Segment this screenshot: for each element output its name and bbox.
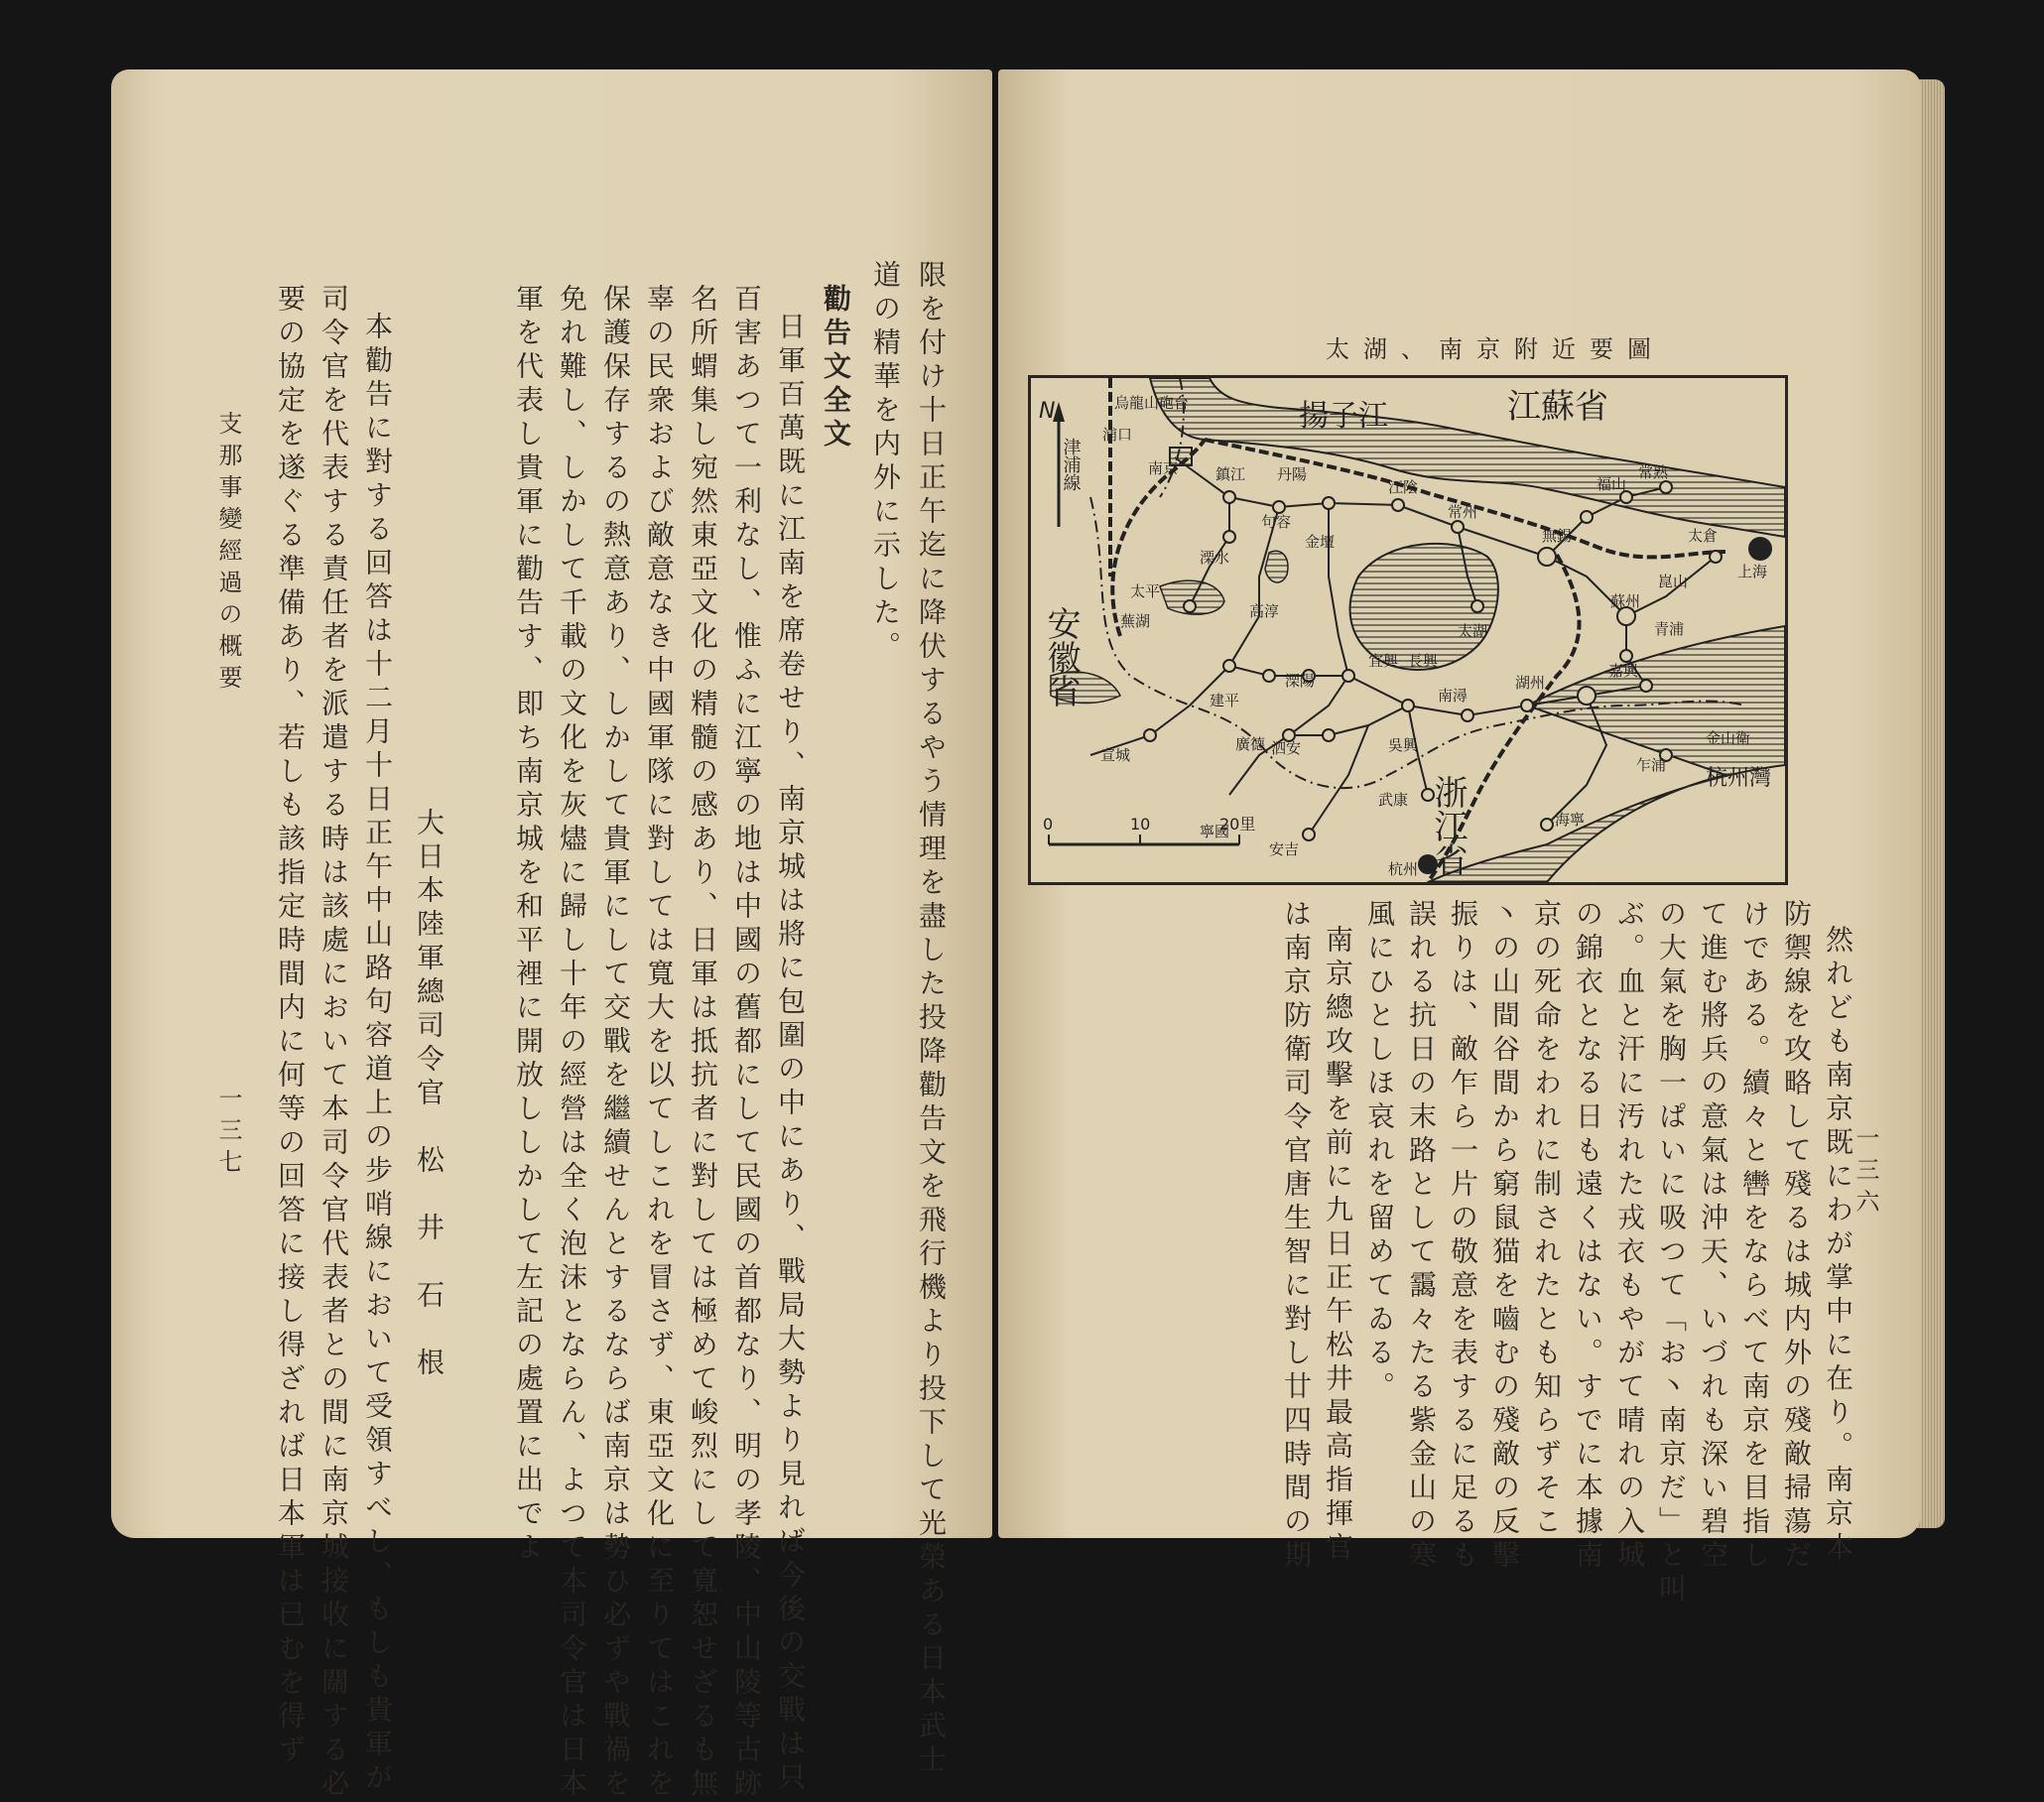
svg-text:廣德: 廣德 xyxy=(1235,735,1266,753)
hangzhou-bay xyxy=(1428,626,1785,882)
page-edges xyxy=(1917,79,1945,1528)
text-line: は南京防衛司令官唐生智に對し廿四時間の期 xyxy=(1280,899,1313,1574)
text-line: 要の協定を遂ぐる準備あり、若しも該指定時間内に何等の回答に接し得ざれば日本軍は已むを得ず xyxy=(274,284,307,1768)
svg-text:海寧: 海寧 xyxy=(1555,811,1586,829)
text-line: 南京總攻擊を前に九日正午松井最高指揮官 xyxy=(1322,925,1354,1566)
svg-text:烏龍山砲台: 烏龍山砲台 xyxy=(1114,394,1190,412)
text-line: 辜の民衆および敵意なき中國軍隊に對しては寬大を以てしこれを冒さず、東亞文化に至りてはこれを xyxy=(643,284,676,1802)
text-line: 免れ難し、しかして千載の文化を灰燼に歸し十年の經營は全く泡沫とならん、よつて本司令官は日本 xyxy=(556,284,588,1802)
svg-text:太倉: 太倉 xyxy=(1688,527,1719,545)
text-line: けである。續々と轡をならべて南京を目指し xyxy=(1738,899,1771,1574)
svg-text:鎮江: 鎮江 xyxy=(1215,465,1246,483)
svg-text:金壇: 金壇 xyxy=(1305,533,1336,551)
text-line: ぶ。血と汗に汚れた戎衣もやがて晴れの入城 xyxy=(1613,899,1646,1574)
svg-text:丹陽: 丹陽 xyxy=(1277,465,1308,483)
bay-label: 杭州灣 xyxy=(1706,766,1772,791)
text-line: 振りは、敵乍ら一片の敬意を表するに足るも xyxy=(1447,899,1479,1574)
svg-text:句容: 句容 xyxy=(1261,513,1292,531)
text-line: 丶の山間谷間から窮鼠猫を嚙むの殘敵の反擊 xyxy=(1488,899,1521,1574)
svg-text:太湖: 太湖 xyxy=(1458,622,1488,640)
svg-text:崑山: 崑山 xyxy=(1658,573,1689,590)
province-label: 浙江省 xyxy=(1428,775,1468,876)
right-page xyxy=(998,69,1921,1608)
text-line: て進む將兵の意氣は沖天、いづれも深い碧空 xyxy=(1697,899,1729,1574)
svg-text:長興: 長興 xyxy=(1408,652,1439,670)
svg-text:溧水: 溧水 xyxy=(1200,549,1230,567)
svg-text:寧國: 寧國 xyxy=(1200,823,1230,840)
text-line: 司令官を代表する責任者を派遣する時は該處において本司令官代表者との間に南京城接收に關する必 xyxy=(318,284,350,1802)
left-page xyxy=(111,69,992,1802)
svg-text:宣城: 宣城 xyxy=(1100,746,1131,764)
text-line: 軍を代表し貴軍に勸告す、即ち南京城を和平裡に開放ししかして左記の處置に出でよ xyxy=(512,284,545,1566)
svg-text:乍浦: 乍浦 xyxy=(1636,756,1667,774)
river-label: 揚子江 xyxy=(1299,399,1388,434)
province-label: 安徽省 xyxy=(1041,606,1081,708)
svg-text:南京: 南京 xyxy=(1148,459,1179,477)
province-label: 江蘇省 xyxy=(1507,387,1608,427)
svg-text:金山衛: 金山衛 xyxy=(1706,729,1751,747)
svg-text:武康: 武康 xyxy=(1378,791,1409,809)
text-line: の大氣を胸一ぱいに吸つて「お丶南京だ」と叫 xyxy=(1655,899,1688,1608)
text-line: 京の死命をわれに制されたとも知らずそこ xyxy=(1530,899,1563,1540)
svg-text:宜興: 宜興 xyxy=(1368,652,1399,670)
svg-text:福山: 福山 xyxy=(1597,475,1627,493)
svg-text:浦口: 浦口 xyxy=(1102,426,1133,444)
text-line: 道の精華を内外に示した。 xyxy=(869,260,902,665)
open-book xyxy=(111,69,1949,1802)
map-title: 太湖、南京附近要圖 xyxy=(1326,335,1665,363)
svg-text:建平: 建平 xyxy=(1210,692,1240,709)
section-heading: 勸告文全文 xyxy=(820,284,852,452)
text-line: 然れども南京既にわが掌中に在り。南京本 xyxy=(1822,925,1854,1566)
svg-text:常熟: 常熟 xyxy=(1638,463,1669,481)
svg-text:0: 0 xyxy=(1043,815,1054,834)
svg-text:泗安: 泗安 xyxy=(1271,739,1302,757)
svg-text:20里: 20里 xyxy=(1219,815,1256,834)
svg-text:高淳: 高淳 xyxy=(1249,602,1280,620)
svg-text:吳興: 吳興 xyxy=(1388,736,1419,754)
signature-line: 大日本陸軍總司令官 松 井 石 根 xyxy=(413,808,446,1381)
text-line: の錦衣となる日も遠くはない。すでに本據南 xyxy=(1572,899,1604,1574)
shanghai-marker xyxy=(1748,537,1772,561)
text-line: 誤れる抗日の末路として靄々たる紫金山の寒 xyxy=(1405,899,1438,1574)
svg-text:溧陽: 溧陽 xyxy=(1285,672,1316,690)
text-line: 保護保存するの熱意あり、しかして貴軍にして交戰を繼續せんとするならば南京は勢ひ必ずや戰禍を xyxy=(599,284,632,1802)
svg-text:上海: 上海 xyxy=(1737,563,1768,580)
svg-text:南潯: 南潯 xyxy=(1438,687,1469,705)
svg-text:無錫: 無錫 xyxy=(1542,527,1573,545)
svg-text:常州: 常州 xyxy=(1448,503,1478,521)
svg-text:安吉: 安吉 xyxy=(1269,840,1300,858)
text-line: 日軍百萬既に江南を席卷せり、南京城は將に包圍の中にあり、戰局大勢より見れば今後の交戰は只 xyxy=(774,312,807,1796)
svg-text:杭州: 杭州 xyxy=(1388,860,1419,878)
svg-text:10: 10 xyxy=(1130,815,1151,834)
svg-text:嘉興: 嘉興 xyxy=(1608,662,1639,680)
svg-text:蕪湖: 蕪湖 xyxy=(1120,612,1151,630)
running-head: 支那事變經過の概要 xyxy=(214,411,242,697)
railway-label: 津浦線 xyxy=(1060,438,1082,491)
map-figure xyxy=(1028,375,1788,885)
svg-text:N: N xyxy=(1039,399,1056,424)
page-number: 一三六 xyxy=(1852,1125,1879,1221)
text-line: 限を付け十日正午迄に降伏するやう情理を盡した投降勸告文を飛行機より投下して光榮ある日本武士 xyxy=(915,260,948,1778)
map-svg xyxy=(1031,378,1785,882)
text-line: 防禦線を攻略して殘るは城内外の殘敵掃蕩だ xyxy=(1780,899,1813,1574)
page-number: 一三七 xyxy=(214,1086,242,1181)
text-line: 風にひとしほ哀れを留めてゐる。 xyxy=(1363,899,1396,1405)
text-line: 名所蝟集し宛然東亞文化の精髓の感あり、日軍は抵抗者に對しては極めて峻烈にして寬恕せざるも無 xyxy=(687,284,719,1802)
svg-text:青浦: 青浦 xyxy=(1654,620,1685,638)
text-line: 百害あつて一利なし、惟ふに江寧の地は中國の舊都にして民國の首都なり、明の孝陵、中山陵等古跡 xyxy=(730,284,763,1802)
svg-text:湖州: 湖州 xyxy=(1515,674,1546,692)
text-line: 本勸告に對する回答は十二月十日正午中山路句容道上の步哨線において受領すべし、もしも貴軍が xyxy=(361,312,394,1796)
lake xyxy=(1265,551,1288,582)
svg-text:太平: 太平 xyxy=(1130,582,1161,600)
svg-text:江陰: 江陰 xyxy=(1388,478,1419,496)
svg-text:蘇州: 蘇州 xyxy=(1610,592,1641,610)
